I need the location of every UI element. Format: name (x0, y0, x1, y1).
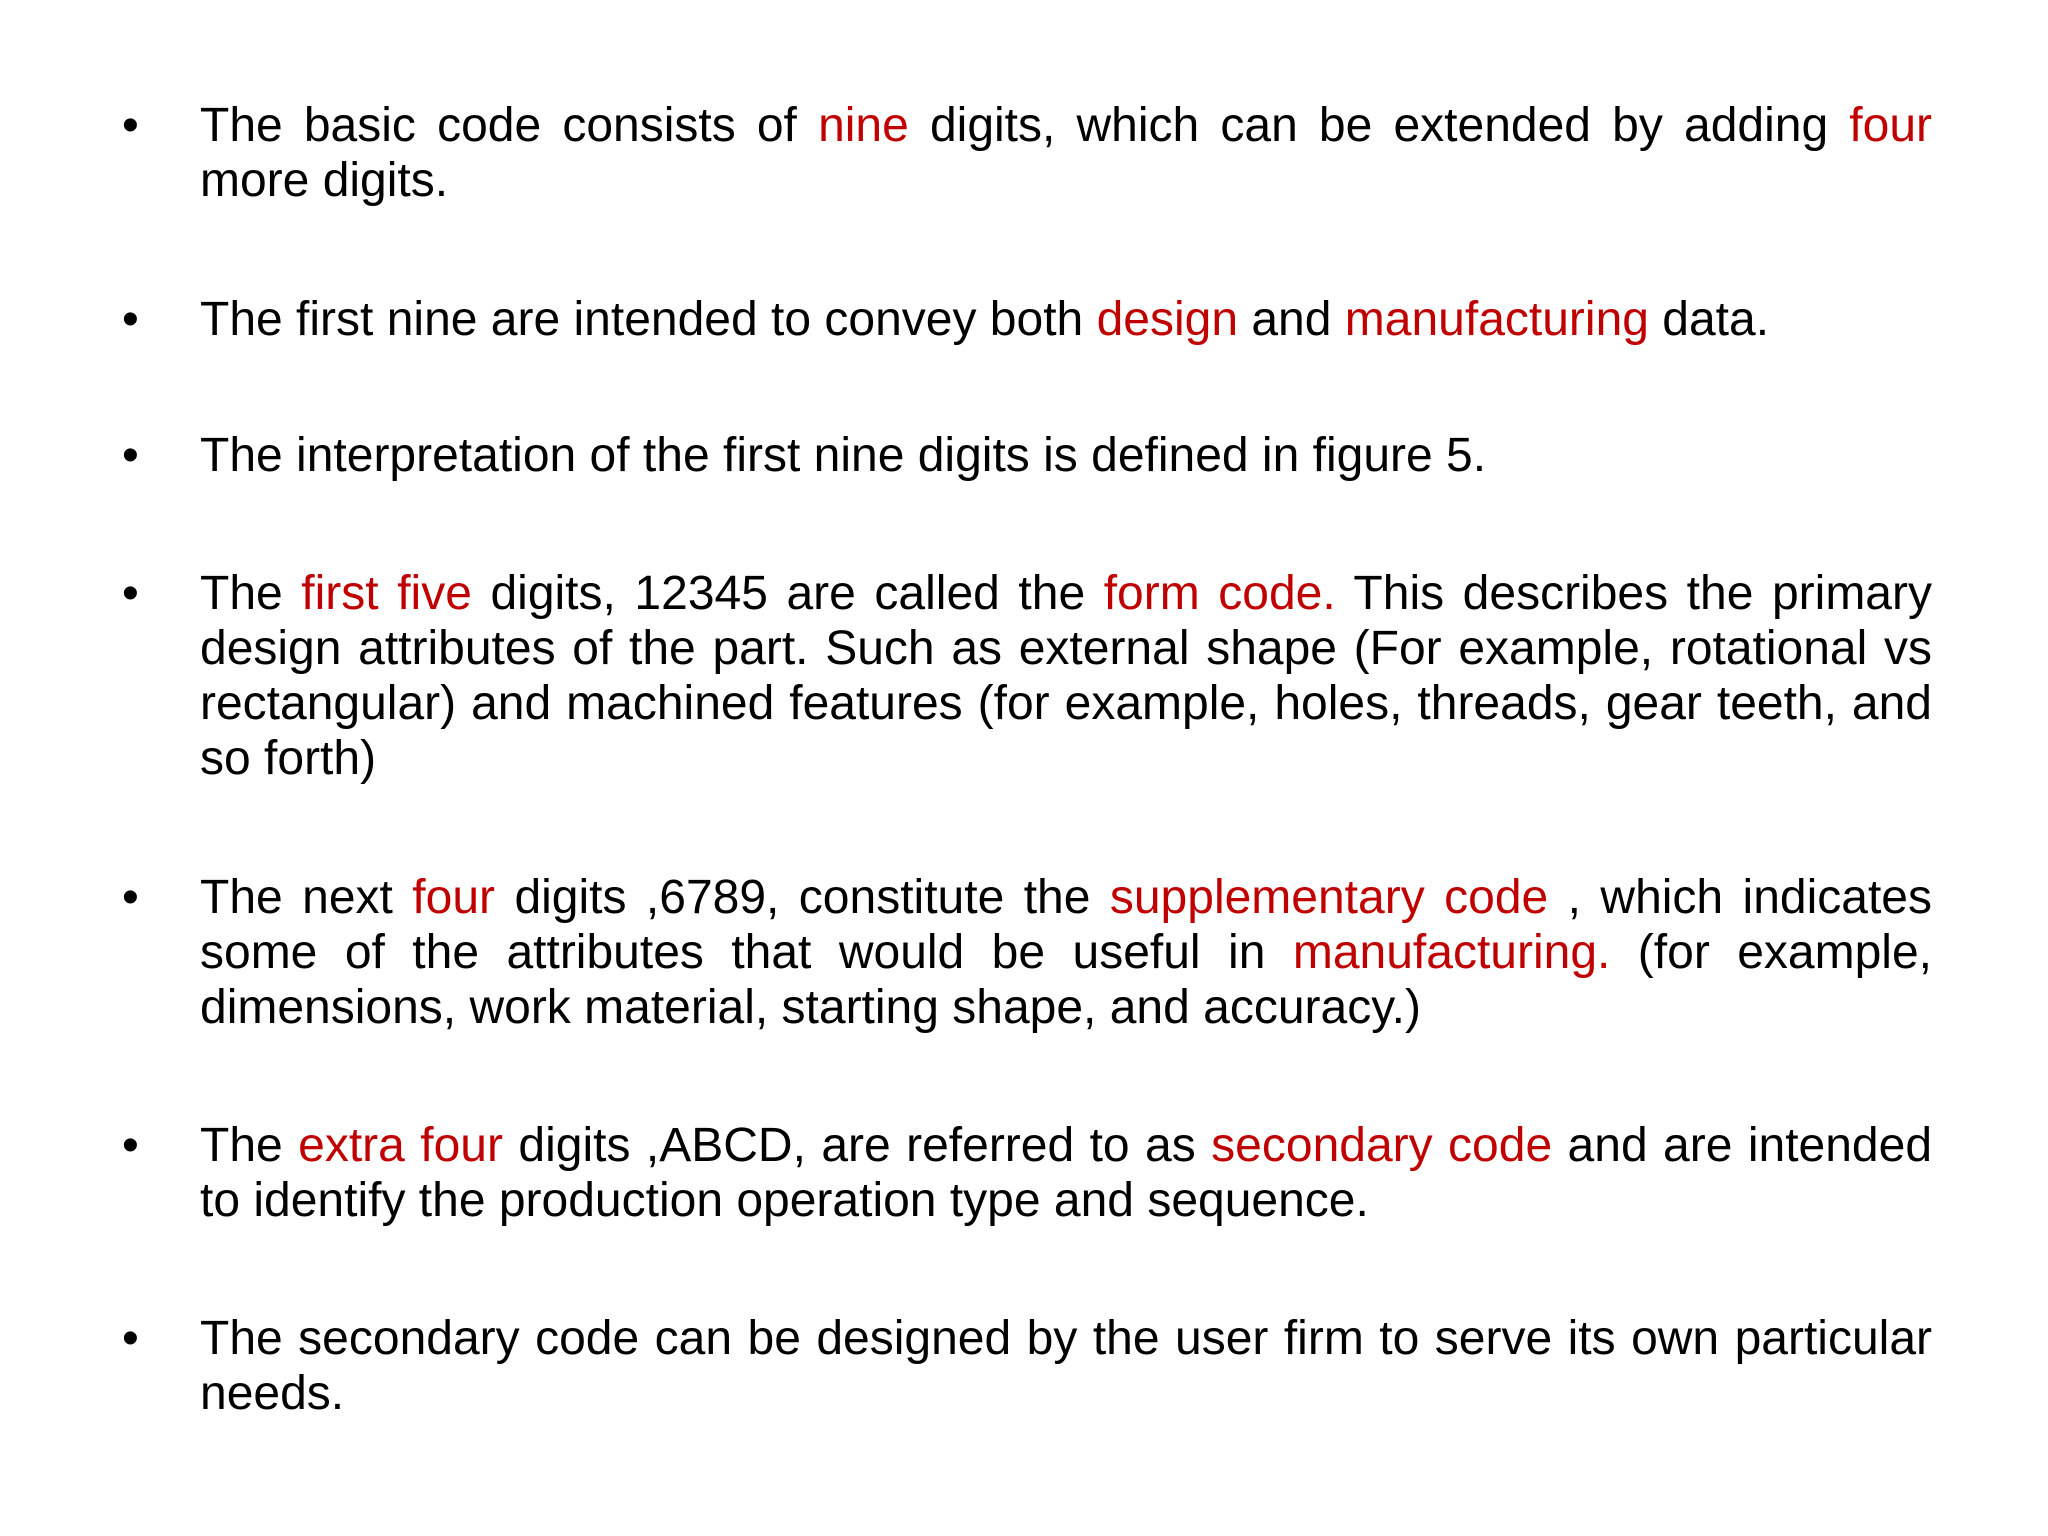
highlight-segment: secondary code (1211, 1119, 1553, 1172)
highlight-segment: first five (301, 567, 472, 620)
bullet-item-first-nine (122, 292, 1932, 347)
text-segment: and (1238, 293, 1345, 346)
highlight-segment: manufacturing (1344, 293, 1649, 346)
text-segment: The interpretation of the first nine digits is defined in figure 5. (200, 429, 1487, 482)
bullet-text (200, 429, 1486, 482)
bullet-dot-icon: • (122, 293, 139, 346)
bullet-text (200, 1119, 1932, 1227)
highlight-segment: supplementary code (1109, 871, 1549, 924)
bullet-dot-icon: • (122, 1119, 139, 1172)
text-segment: The next (200, 871, 413, 924)
bullet-text (200, 293, 1769, 346)
text-segment: digits ,6789, constitute the (495, 871, 1110, 924)
bullet-dot-icon: • (122, 429, 139, 482)
bullet-dot-icon: • (122, 99, 139, 152)
highlight-segment: form code. (1103, 567, 1336, 620)
bullet-dot-icon: • (122, 567, 139, 620)
bullet-dot-icon: • (122, 1312, 139, 1365)
text-segment: The basic code consists of (200, 99, 819, 152)
highlight-segment: four (412, 871, 496, 924)
highlight-segment: four (1849, 99, 1933, 152)
text-segment: The (200, 1119, 299, 1172)
bullet-text (200, 99, 1932, 207)
bullet-dot-icon: • (122, 871, 139, 924)
bullet-text (200, 871, 1932, 1034)
highlight-segment: nine (818, 99, 909, 152)
text-segment: digits ,ABCD, are referred to as (502, 1119, 1212, 1172)
text-segment: This describes the primary design attributes of the part. Such as external shape (For example, rotational vs rectangular) and machined features (for example, holes, threads, gear teeth, and so forth) (200, 567, 1932, 785)
text-segment: digits, which can be extended by adding (908, 99, 1850, 152)
text-segment: The secondary code can be designed by the user firm to serve its own particular needs. (200, 1312, 1932, 1420)
bullet-item-supplementary-code (122, 870, 1933, 1035)
text-segment: , which indicates some of the attributes that would be useful in (200, 871, 1933, 979)
bullet-text (200, 567, 1932, 785)
highlight-segment: extra four (298, 1119, 503, 1172)
bullet-item-form-code (122, 566, 1932, 786)
text-segment: The first nine are intended to convey both (200, 293, 1097, 346)
text-segment: and are intended to identify the production operation type and sequence. (200, 1119, 1933, 1227)
bullet-item-user-firm (122, 1311, 1932, 1421)
text-segment: The (200, 567, 302, 620)
bullet-item-basic-code (122, 98, 1933, 208)
text-segment: more digits. (200, 154, 449, 207)
bullet-item-secondary-code (122, 1118, 1933, 1228)
text-segment: (for example, dimensions, work material, starting shape, and accuracy.) (200, 926, 1933, 1034)
highlight-segment: manufacturing. (1292, 926, 1611, 979)
text-segment: digits, 12345 are called the (471, 567, 1104, 620)
bullet-text (200, 1312, 1932, 1420)
bullet-item-interpretation (122, 428, 1932, 483)
highlight-segment: design (1096, 293, 1239, 346)
text-segment: data. (1648, 293, 1770, 346)
